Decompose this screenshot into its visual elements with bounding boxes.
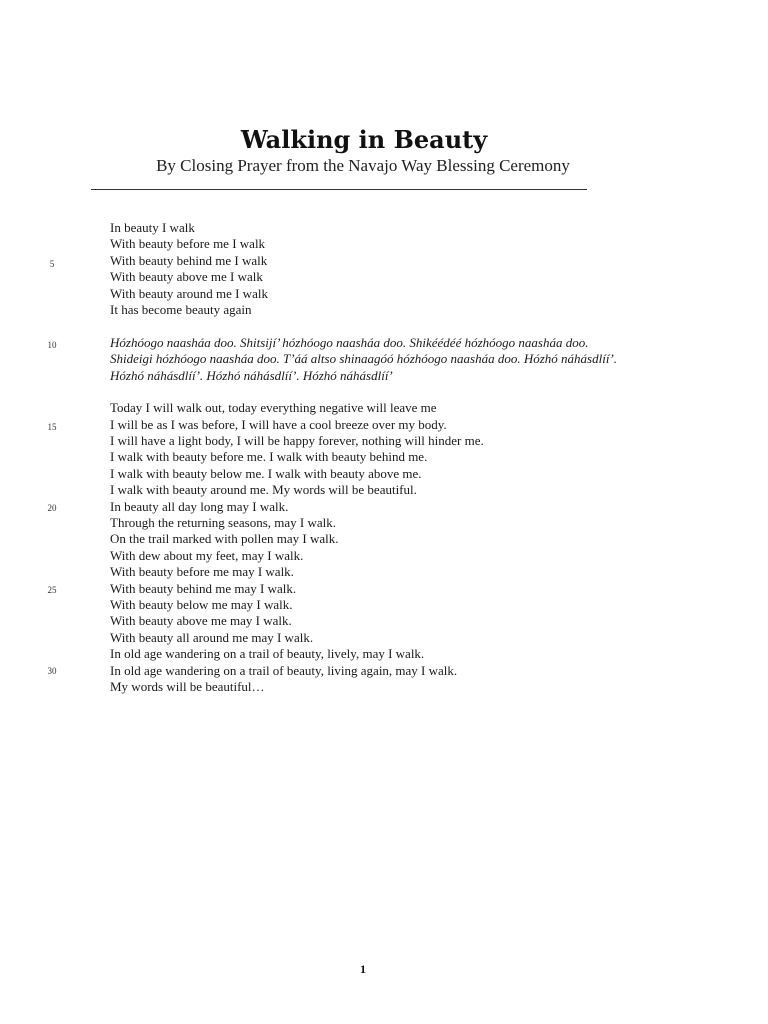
line-number: 25 <box>47 585 57 595</box>
poem-line-navajo: Hózhó náhásdlíí’. Hózhó náhásdlíí’. Hózhó náhásdlíí’ <box>110 367 393 383</box>
poem-line: I walk with beauty before me. I walk with beauty behind me. <box>110 449 428 465</box>
stanza-break <box>110 384 710 400</box>
poem-line: With beauty before me I walk <box>110 236 266 252</box>
poem-line: I will have a light body, I will be happy forever, nothing will hinder me. <box>110 433 484 449</box>
line-number: 30 <box>47 666 57 676</box>
poem-line: With beauty above me may I walk. <box>110 613 292 629</box>
stanza-navajo <box>110 335 710 384</box>
poem-line: With beauty below me may I walk. <box>110 596 293 612</box>
poem-line: With beauty before me may I walk. <box>110 564 294 580</box>
line-number: 10 <box>47 340 57 350</box>
poem-line: Through the returning seasons, may I walk. <box>110 515 337 531</box>
poem-line: My words will be beautiful… <box>110 678 265 694</box>
stanza-english-2 <box>110 400 710 695</box>
stanza-english-1 <box>110 220 710 318</box>
document-title: Walking in Beauty <box>240 125 488 154</box>
poem-line: With beauty above me I walk <box>110 269 263 285</box>
line-number: 20 <box>47 503 57 513</box>
poem-line: Today I will walk out, today everything negative will leave me <box>110 400 437 416</box>
poem-line: In old age wandering on a trail of beauty, living again, may I walk. <box>110 662 458 678</box>
poem-line: In old age wandering on a trail of beauty, lively, may I walk. <box>110 646 425 662</box>
poem-line: With beauty behind me may I walk. <box>110 580 297 596</box>
document-subtitle: By Closing Prayer from the Navajo Way Blessing Ceremony <box>156 156 570 175</box>
poem-line: With beauty all around me may I walk. <box>110 629 314 645</box>
poem-line: With beauty behind me I walk <box>110 252 268 268</box>
poem-line: On the trail marked with pollen may I walk. <box>110 531 339 547</box>
poem-line: In beauty I walk <box>110 220 195 235</box>
poem-line: With dew about my feet, may I walk. <box>110 547 304 563</box>
poem-line: I will be as I was before, I will have a cool breeze over my body. <box>110 416 447 432</box>
poem-line: It has become beauty again <box>110 301 252 317</box>
line-number: 15 <box>47 422 57 432</box>
page-number: 1 <box>360 962 366 976</box>
poem-line: I walk with beauty below me. I walk with beauty above me. <box>110 465 422 481</box>
title-divider <box>91 189 587 190</box>
line-number: 5 <box>49 259 55 269</box>
poem-line: In beauty all day long may I walk. <box>110 498 289 514</box>
stanza-break <box>110 318 710 334</box>
poem-line: With beauty around me I walk <box>110 285 268 301</box>
poem-line-navajo: Shideigi hózhóogo naasháa doo. T’áá altso shinaagóó hózhóogo naasháa doo. Hózhó náhásdlíí’. <box>110 351 618 367</box>
poem-line-navajo: Hózhóogo naasháa doo. Shitsijí’ hózhóogo naasháa doo. Shikéédéé hózhóogo naasháa doo. <box>110 334 589 350</box>
poem-line: I walk with beauty around me. My words will be beautiful. <box>110 482 417 498</box>
poem-body <box>110 220 710 695</box>
